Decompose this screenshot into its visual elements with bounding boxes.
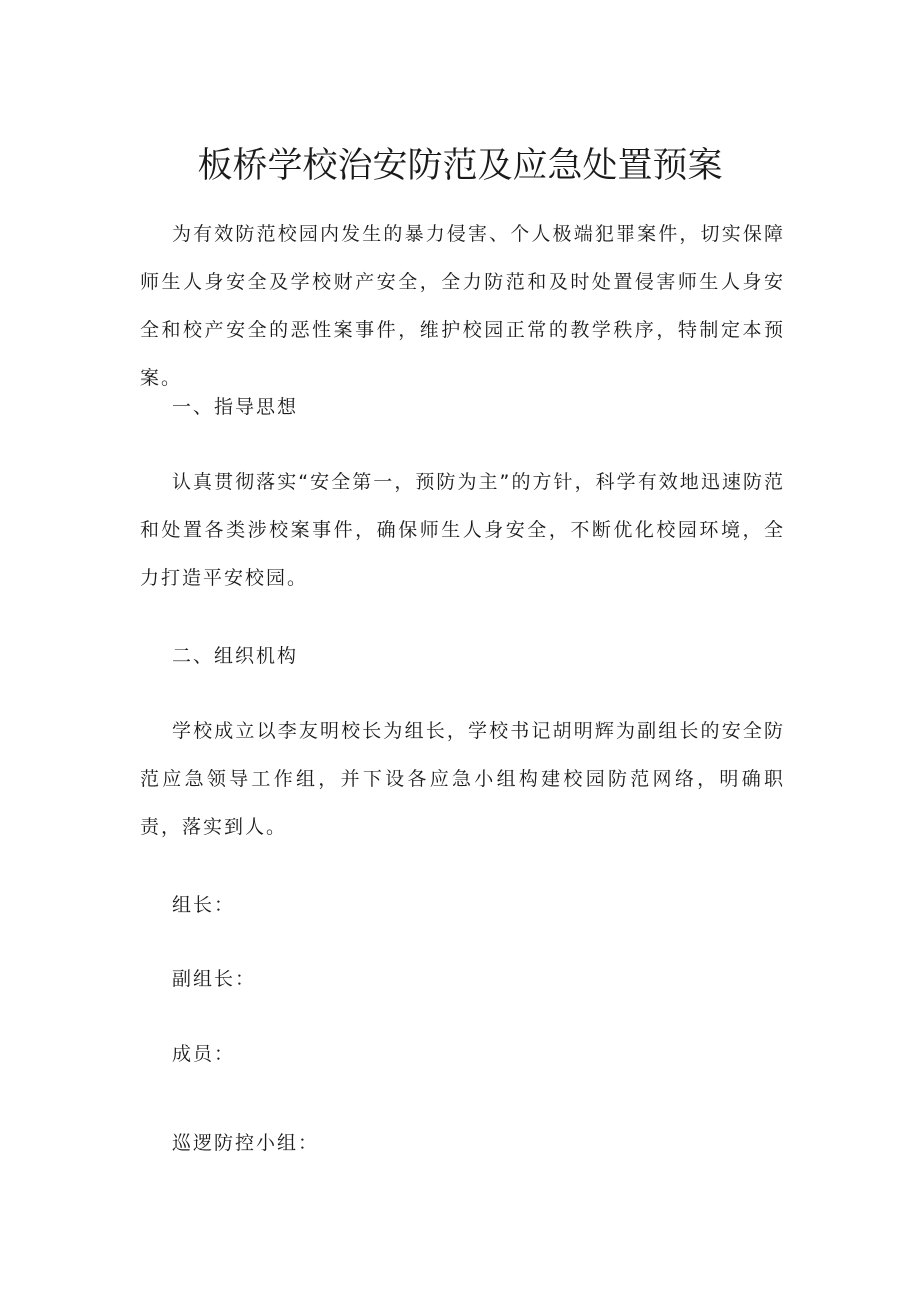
deputy-leader-line: 副组长： (172, 968, 257, 990)
section-heading-guiding-ideology: 一、指导思想 (172, 396, 299, 418)
patrol-group-line: 巡逻防控小组： (172, 1132, 320, 1154)
intro-paragraph: 为有效防范校园内发生的暴力侵害、个人极端犯罪案件，切实保障师生人身安全及学校财产安全，全力防范和及时处置侵害师生人身安全和校产安全的恶性案事件，维护校园正常的教学秩序，特制定本预案。 (140, 223, 785, 389)
guiding-ideology-paragraph: 认真贯彻落实“安全第一，预防为主”的方针，科学有效地迅速防范和处置各类涉校案事件，确保师生人身安全，不断优化校园环境，全力打造平安校园。 (140, 471, 785, 589)
members-line: 成员： (172, 1043, 236, 1065)
document-title: 板桥学校治安防范及应急处置预案 (197, 146, 723, 186)
section-heading-organization: 二、组织机构 (172, 645, 299, 667)
organization-paragraph: 学校成立以李友明校长为组长，学校书记胡明辉为副组长的安全防范应急领导工作组，并下设各应急小组构建校园防范网络，明确职责，落实到人。 (140, 720, 785, 838)
leader-line: 组长： (172, 894, 236, 916)
